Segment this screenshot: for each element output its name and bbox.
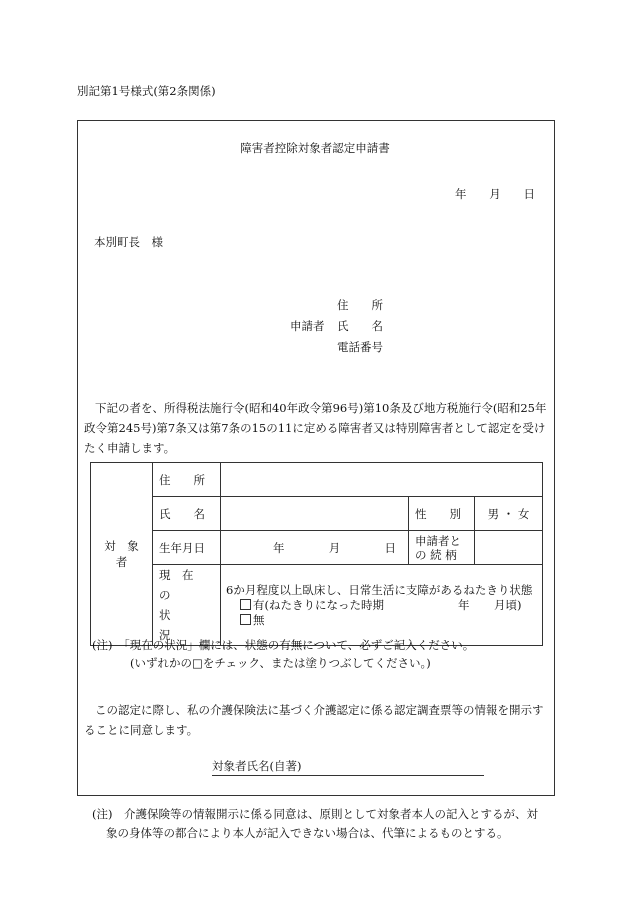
subject-status-field	[221, 565, 543, 646]
birth-year: 年	[273, 540, 285, 555]
date-month: 月	[489, 187, 501, 201]
note1-line2: (いずれかの□をチェック、または塗りつぶしてください。)	[130, 656, 431, 670]
date-year: 年	[455, 187, 467, 201]
subject-group-label: 対 象 者	[91, 463, 153, 646]
status-yes-checkbox[interactable]	[240, 599, 251, 610]
consent-paragraph: この認定に際し、私の介護保険法に基づく介護認定に係る認定調査票等の情報を開示することに同意します。	[84, 703, 544, 737]
subject-sex-field[interactable]: 男 ・ 女	[475, 497, 543, 531]
subject-birth-field[interactable]	[221, 531, 409, 565]
subject-relation-label	[409, 531, 475, 565]
applicant-name-label: 氏 名	[337, 319, 383, 333]
status-label-line1: 現 在 の	[159, 568, 205, 602]
signature-line[interactable]	[212, 758, 484, 776]
subject-address-label-text: 住 所	[159, 472, 205, 487]
subject-name-label: 氏 名	[153, 497, 221, 531]
form-title: 障害者控除対象者認定申請書	[240, 141, 390, 155]
status-year: 年	[458, 597, 470, 612]
date-day: 日	[523, 187, 535, 201]
status-option-yes-row[interactable]	[226, 598, 536, 613]
status-no-checkbox[interactable]	[240, 614, 251, 625]
status-option-no-label: 無	[253, 612, 265, 627]
subject-name-field[interactable]	[221, 497, 409, 531]
note2-line2: 象の身体等の都合により本人が記入できない場合は、代筆によるものとする。	[106, 826, 509, 840]
applicant-address-label: 住 所	[337, 298, 383, 312]
birth-month: 月	[328, 540, 341, 555]
subject-table	[90, 462, 543, 646]
relation-label-line1: 申請者と	[415, 533, 461, 548]
subject-status-label	[153, 565, 221, 646]
applicant-label: 申請者	[290, 319, 325, 333]
signature-label: 対象者氏名(自著)	[212, 759, 302, 773]
form-box	[77, 120, 555, 796]
date-line	[455, 186, 535, 202]
subject-birth-label: 生年月日	[153, 531, 221, 565]
birth-day: 日	[384, 540, 396, 555]
status-option-yes-label: 有(ねたきりになった時期	[253, 597, 384, 612]
subject-address-field[interactable]	[221, 463, 543, 497]
subject-address-label	[153, 463, 221, 497]
relation-label-line2: の 続 柄	[415, 547, 457, 562]
form-number-label: 別記第1号様式(第2条関係)	[77, 84, 216, 98]
status-month: 月頃)	[494, 597, 522, 612]
addressee: 本別町長 様	[94, 235, 163, 249]
subject-sex-label: 性 別	[409, 497, 475, 531]
status-description: 6か月程度以上臥床し、日常生活に支障があるねたきり状態	[226, 582, 533, 597]
status-label-line2: 状 況	[159, 608, 205, 642]
status-option-no-row[interactable]	[226, 613, 536, 628]
note2-line1: (注) 介護保険等の情報開示に係る同意は、原則として対象者本人の記入とするが、対	[92, 807, 538, 821]
intro-paragraph: 下記の者を、所得税法施行令(昭和40年政令第96号)第10条及び地方税施行令(昭和25年政令第245号)第7条又は第7条の15の11に定める障害者又は特別障害者として認定を受けたく申請します。	[84, 401, 547, 455]
note1-line1: (注) 「現在の状況」欄には、状態の有無について、必ずご記入ください。	[92, 638, 475, 652]
subject-relation-field[interactable]	[475, 531, 543, 565]
applicant-phone-label: 電話番号	[337, 340, 383, 354]
